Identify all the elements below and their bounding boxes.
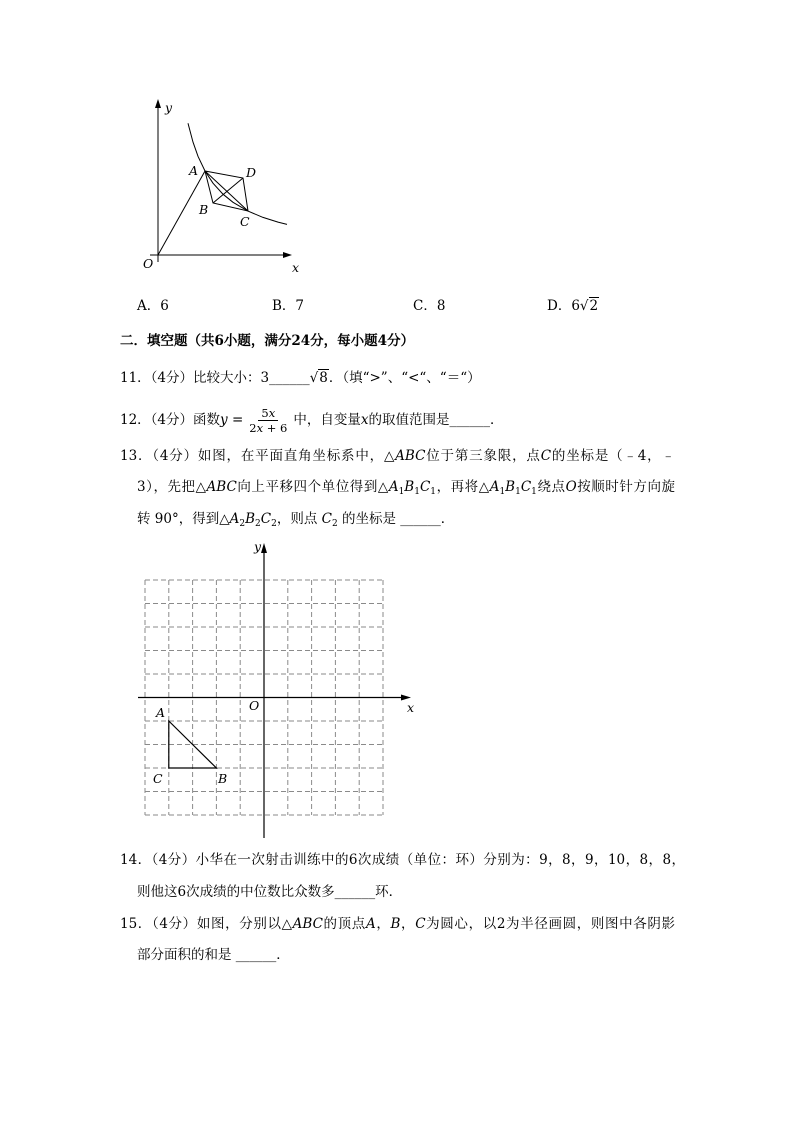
quadrilateral-abcd: [205, 171, 248, 211]
triangle-a2b2c2: [230, 511, 277, 527]
vertex-c: C: [321, 511, 332, 527]
answer-blank: ______: [235, 947, 277, 963]
subscript: 1: [515, 487, 521, 497]
label-point-a: A: [189, 163, 199, 178]
question-text: 部分面积的和是: [137, 947, 236, 963]
vertex-a: A: [388, 479, 399, 495]
square-root: [310, 369, 329, 386]
question-end: ．: [490, 412, 504, 428]
segment-oa: [158, 171, 205, 255]
question-15-line-1: [120, 914, 675, 934]
question-number: 11．（4分）: [120, 370, 194, 386]
question-text: 比较大小：3: [193, 370, 270, 386]
question-text: 按顺时针方向旋: [576, 479, 676, 495]
label-point-a: A: [156, 705, 166, 720]
question-14-line-1: [120, 850, 685, 870]
radical-sign: √: [309, 370, 319, 386]
subscript: 2: [255, 519, 261, 529]
question-text: 向上平移四个单位得到△: [236, 479, 389, 495]
question-end: ．: [440, 511, 455, 527]
question-text: 位于第三象限，点: [425, 448, 541, 464]
question-text: 3），先把△: [137, 479, 207, 495]
option-letter: A．: [137, 298, 161, 314]
answer-blank: ______: [334, 884, 376, 900]
question-14-line-2: [137, 882, 402, 902]
subscript: 1: [531, 487, 537, 497]
option-letter: B．: [272, 298, 296, 314]
question-text: ．（填“>”、“<“、“＝“）: [328, 370, 481, 386]
question-11: [120, 368, 481, 388]
label-x: x: [407, 700, 415, 715]
vertex-b: B: [390, 916, 401, 932]
variable-x: x: [360, 412, 369, 428]
answer-blank: ______: [449, 412, 490, 428]
vertex-b: B: [245, 511, 256, 527]
question-text: 则他这6次成绩的中位数比众数多: [137, 884, 335, 900]
question-text: 的坐标是: [337, 511, 401, 527]
option-letter: C．: [413, 298, 437, 314]
question-text: 的坐标是（﹣4，﹣: [551, 448, 675, 464]
question-text: 如图，在平面直角坐标系中，△: [197, 448, 396, 464]
label-x: x: [292, 260, 300, 275]
label-point-b: B: [218, 771, 228, 786]
question-text: 的顶点: [322, 916, 366, 932]
question-13-line-2: [137, 477, 675, 497]
question-text: ，则点: [276, 511, 322, 527]
question-text: 小华在一次射击训练中的6次成绩（单位：环）分别为：9，8，9，10，8，8，: [195, 852, 685, 868]
vertex-a: A: [489, 479, 500, 495]
denominator-coefficient: 2: [249, 420, 257, 435]
triangle-name: ABC: [395, 448, 426, 464]
subscript: 2: [239, 519, 246, 529]
triangle-a1b1c1: [389, 479, 436, 495]
question-text: 为圆心，以2为半径画圆，则图中各阴影: [425, 916, 676, 932]
variable-y: y: [220, 412, 228, 428]
question-13-line-1: [120, 446, 675, 466]
subscript: 1: [398, 487, 405, 497]
triangle-name: ABC: [292, 916, 323, 932]
vertex-c: C: [260, 511, 272, 527]
question-text: 如图，分别以△: [196, 916, 293, 932]
option-d: [547, 296, 599, 316]
question-number: 12．（4分）: [120, 412, 194, 428]
label-point-b: B: [199, 202, 209, 217]
section-title: 二．填空题（共6小题，满分24分，每小题4分）: [120, 333, 415, 349]
question-15-line-2: [137, 945, 290, 965]
figure-hyperbola-quadrilateral: [130, 95, 310, 280]
numerator-variable: x: [268, 405, 276, 420]
option-letter: D．: [547, 298, 572, 314]
question-text: 函数: [193, 412, 221, 428]
label-origin: O: [249, 698, 260, 713]
x-axis-arrow: [283, 252, 292, 258]
answer-blank: ______: [269, 370, 310, 386]
option-c: [413, 296, 445, 316]
numerator: [258, 406, 278, 421]
figure-grid-triangle: [130, 535, 425, 840]
option-coefficient: 6: [571, 298, 580, 314]
denominator: [246, 421, 290, 435]
option-b: [272, 296, 304, 316]
option-value: 7: [295, 298, 305, 314]
point-c: C: [540, 448, 552, 464]
triangle-name: ABC: [206, 479, 237, 495]
label-y: y: [254, 539, 262, 554]
question-text: 环．: [375, 884, 403, 900]
answer-blank: ______: [400, 511, 441, 527]
numerator-coefficient: 5: [261, 405, 269, 420]
y-axis-arrow: [261, 543, 267, 553]
question-text: 转 90°，得到△: [137, 511, 230, 527]
question-number: 15．（4分）: [120, 916, 197, 932]
radicand: 2: [589, 298, 599, 314]
subscript: 2: [271, 519, 277, 529]
square-root: [580, 297, 599, 314]
label-point-c: C: [153, 771, 163, 786]
vertex-b: B: [505, 479, 516, 495]
option-a: [137, 296, 169, 316]
label-point-c: C: [240, 214, 250, 229]
fraction: [246, 406, 290, 435]
question-text: 中，自变量: [293, 412, 361, 428]
equals-sign: =: [231, 412, 244, 428]
question-number: 14．（4分）: [120, 852, 196, 868]
vertex-c: C: [419, 479, 431, 495]
subscript: 1: [430, 487, 437, 497]
radicand: 8: [319, 370, 328, 386]
subscript: 1: [414, 487, 420, 497]
question-end: ．: [276, 947, 290, 963]
question-text: 绕点: [536, 479, 566, 495]
question-12: [120, 403, 504, 437]
label-point-d: D: [246, 165, 257, 180]
question-text: ，再将△: [436, 479, 490, 495]
radical-sign: √: [579, 298, 589, 314]
option-value: 6: [160, 298, 169, 314]
denominator-variable: x: [256, 420, 264, 435]
triangle-a1b1c1: [490, 479, 537, 495]
vertex-a: A: [365, 916, 376, 932]
vertex-c: C: [415, 916, 426, 932]
point-c2: [322, 511, 338, 527]
option-value: 8: [436, 298, 446, 314]
question-13-line-3: [137, 509, 454, 529]
label-origin: O: [143, 256, 154, 271]
denominator-constant: + 6: [263, 420, 288, 435]
subscript: 2: [331, 519, 338, 529]
question-number: 13．（4分）: [120, 448, 198, 464]
separator: ，: [375, 916, 391, 932]
vertex-a: A: [229, 511, 240, 527]
separator: ，: [400, 916, 416, 932]
y-axis-arrow: [155, 99, 161, 108]
vertex-c: C: [520, 479, 532, 495]
subscript: 1: [499, 487, 506, 497]
label-y: y: [165, 100, 173, 115]
vertex-b: B: [404, 479, 415, 495]
point-o: O: [565, 479, 577, 495]
question-text: 的取值范围是: [368, 412, 450, 428]
